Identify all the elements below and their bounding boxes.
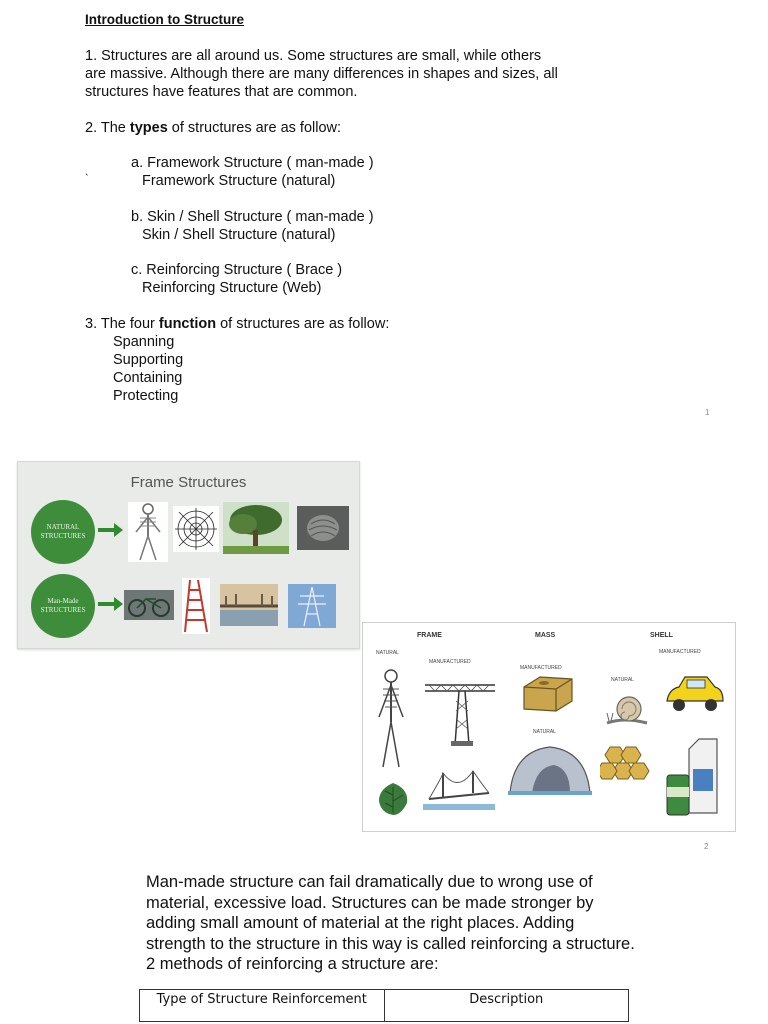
type-b-sub: Skin / Shell Structure (natural) [142, 227, 336, 243]
paragraph-line: material, excessive load. Structures can be made stronger by [146, 893, 594, 912]
function-item: Spanning [113, 334, 175, 350]
table-header-type: Type of Structure Reinforcement [140, 990, 385, 1022]
label-natural: NATURAL [533, 729, 556, 735]
paragraph-line: strength to the structure in this way is called reinforcing a structure. [146, 934, 635, 953]
reinforcement-table [139, 989, 629, 1022]
p3-heading [85, 315, 389, 333]
type-c-sub: Reinforcing Structure (Web) [142, 280, 322, 296]
type-c-main: c. Reinforcing Structure ( Brace ) [131, 262, 343, 278]
milk-carton-and-can-icon [663, 735, 725, 819]
function-item: Protecting [113, 388, 179, 404]
honeycomb-icon [600, 743, 656, 789]
natural-structures-circle [31, 500, 95, 564]
p3-bold: function [158, 316, 217, 332]
label-natural: NATURAL [376, 650, 399, 656]
p2-prefix: 2. The [85, 120, 130, 136]
natural-label: NATURAL STRUCTURES [40, 523, 86, 540]
paragraph-line: Man-made structure can fail dramatically due to wrong use of [146, 873, 593, 891]
p1-line1: 1. Structures are all around us. Some structures are small, while others [85, 48, 542, 64]
paragraph-line: adding small amount of material at the right places. Adding [146, 914, 575, 932]
p3-suffix: of structures are as follow: [216, 316, 390, 332]
leaf-icon [375, 781, 411, 817]
snail-icon [605, 693, 649, 727]
stray-mark: ` [85, 173, 89, 185]
skeleton-icon [373, 667, 409, 771]
manmade-structures-circle [31, 574, 95, 638]
car-icon [663, 671, 727, 719]
frame-mass-shell-figure [362, 622, 736, 832]
paragraph-line: 2 methods of reinforcing a structure are: [146, 955, 439, 973]
page-number: 2 [704, 842, 709, 851]
spider-web-icon [173, 506, 219, 552]
table-header-description: Description [384, 990, 629, 1022]
beehive-icon [297, 506, 349, 550]
label-manufactured: MANUFACTURED [659, 649, 701, 655]
reinforcement-paragraph [146, 872, 666, 975]
tree-icon [223, 502, 289, 554]
page-title: Introduction to Structure [85, 12, 244, 27]
bridge-icon [220, 584, 278, 626]
type-a-sub: Framework Structure (natural) [142, 173, 336, 189]
p2-bold: types [129, 120, 168, 136]
label-manufactured: MANUFACTURED [429, 659, 471, 665]
label-natural: NATURAL [611, 677, 634, 683]
p2-heading [85, 119, 341, 137]
type-b-main: b. Skin / Shell Structure ( man-made ) [131, 209, 374, 225]
brick-icon [520, 673, 576, 715]
p3-prefix: 3. The four [85, 316, 159, 332]
function-item: Containing [113, 370, 183, 386]
p1-line3: structures have features that are common. [85, 84, 358, 100]
function-item: Supporting [113, 352, 184, 368]
frame-structures-figure [17, 461, 360, 649]
figure1-title: Frame Structures [130, 474, 247, 491]
manmade-label: Man-Made STRUCTURES [40, 597, 86, 614]
crane-icon [423, 675, 497, 747]
header-shell: SHELL [650, 632, 673, 639]
cave-arch-icon [508, 741, 592, 797]
bicycle-icon [124, 590, 174, 620]
p1-line2: are massive. Although there are many differences in shapes and sizes, all [85, 66, 558, 82]
type-a-main: a. Framework Structure ( man-made ) [131, 155, 374, 171]
header-mass: MASS [535, 632, 556, 639]
page-number: 1 [705, 408, 710, 417]
p2-suffix: of structures are as follow: [167, 120, 342, 136]
arrow-right-icon [98, 522, 124, 538]
label-manufactured: MANUFACTURED [520, 665, 562, 671]
power-pylon-icon [288, 584, 336, 628]
ladder-icon [182, 578, 210, 634]
skeleton-icon [128, 502, 168, 562]
suspension-bridge-icon [423, 763, 495, 813]
header-frame: FRAME [417, 632, 442, 639]
arrow-right-icon [98, 596, 124, 612]
